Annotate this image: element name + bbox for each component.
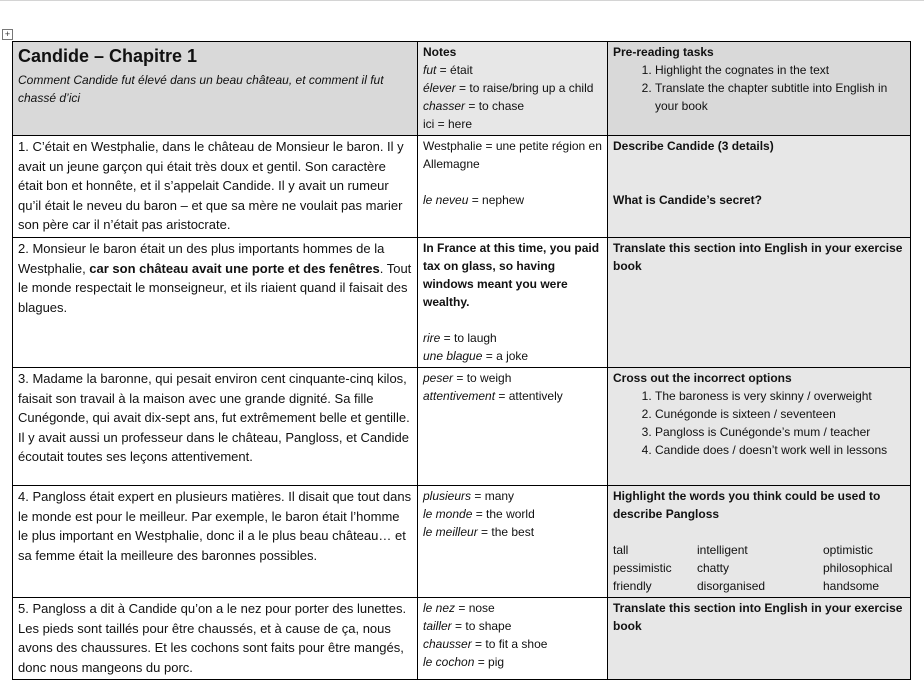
word-option: friendly (613, 578, 652, 593)
section-row-1 (13, 136, 911, 238)
note-def: = nose (455, 600, 495, 615)
note-term: une blague (423, 348, 483, 363)
french-text-cell (13, 136, 418, 238)
french-text-cell (13, 485, 418, 597)
note-term: plusieurs (423, 488, 472, 503)
french-paragraph: 3. Madame la baronne, qui pesait environ cent cinquante-cinq kilos, faisait son travail à la maison avec une grande dignité. Sa fille Cunégonde, qui avait dix-sept ans, fut extrêmement belle et gentille. Il y avait aussi un professeur dans le château, Pangloss, et Candide écoutait toutes ses leçons attentivement. (18, 370, 410, 465)
task-prompt: Cross out the incorrect options (613, 370, 792, 385)
note-term: le meilleur (423, 524, 478, 539)
note-def: = to laugh (440, 330, 497, 345)
note-def: = était (436, 63, 473, 77)
note-def: = to weigh (453, 370, 512, 385)
task-item: 1. Highlight the cognates in the text (655, 61, 905, 79)
page-top-rule (0, 0, 924, 1)
task-cell (608, 485, 911, 597)
task-item: 2. Translate the chapter subtitle into English in your book (655, 79, 905, 115)
note-cultural: In France at this time, you paid tax on glass, so having windows meant you were wealthy. (423, 240, 600, 309)
notes-cell (418, 136, 608, 238)
note-term: le monde (423, 506, 473, 521)
note-term: le neveu (423, 193, 469, 207)
task-prompt: What is Candide’s secret? (613, 193, 762, 207)
french-text-cell (13, 237, 418, 367)
word-option: chatty (697, 560, 730, 575)
note-def: = to chase (465, 99, 525, 113)
notes-cell (418, 367, 608, 485)
note-term: chasser (423, 99, 466, 113)
note-def: ici = here (423, 117, 473, 131)
table-move-handle-icon[interactable]: + (2, 29, 13, 40)
note-term: le cochon (423, 654, 475, 669)
note-text: Westphalie = une petite région en Allemagne (423, 139, 602, 171)
task-cell (608, 367, 911, 485)
word-option: tall (613, 542, 629, 557)
section-row-4 (13, 485, 911, 597)
french-paragraph: 4. Pangloss était expert en plusieurs matières. Il disait que tout dans le monde est pour le meilleur. Par exemple, le baron était l’homme le plus important en Westphalie, donc il a le plus beau château… et sa femme était la meilleure des baronnes possibles. (18, 488, 412, 563)
note-term: tailler (423, 618, 452, 633)
french-text-cell (13, 367, 418, 485)
note-term: attentivement (423, 388, 496, 403)
tasks-heading: Pre-reading tasks (613, 45, 714, 59)
french-paragraph: 5. Pangloss a dit à Candide qu’on a le nez pour porter des lunettes. Les pieds sont taillés pour être chaussés, et à cause de ça, nous avons des chaussures. Et les cochons sont faits pour être mangés, donc nous mangeons du porc. (18, 600, 407, 675)
cross-out-options-list (613, 387, 905, 459)
note-term: chausser (423, 636, 472, 651)
task-prompt: Describe Candide (3 details) (613, 139, 774, 153)
note-def: = the best (477, 524, 535, 539)
header-row (13, 42, 911, 136)
option-item: 1. The baroness is very skinny / overweight (655, 387, 905, 405)
section-row-2 (13, 237, 911, 367)
paragraph-bold-text: car son château avait une porte et des fenêtres (89, 260, 380, 276)
adjective-word-bank (613, 541, 905, 595)
word-option: optimistic (823, 542, 874, 557)
word-option: pessimistic (613, 560, 672, 575)
french-text-cell (13, 597, 418, 679)
option-item: 3. Pangloss is Cunégonde’s mum / teacher (655, 423, 905, 441)
header-notes-cell (418, 42, 608, 136)
note-term: élever (423, 81, 456, 95)
page-title: Candide – Chapitre 1 (18, 46, 198, 66)
note-term: peser (423, 370, 454, 385)
section-row-3 (13, 367, 911, 485)
paragraph-text: 2. Monsieur le baron était un des plus importants hommes de la Westphalie, (18, 240, 385, 276)
chapter-subtitle: Comment Candide fut élevé dans un beau château, et comment il fut chassé d’ici (18, 73, 384, 105)
option-item: 4. Candide does / doesn’t work well in lessons (655, 441, 905, 459)
note-def: = to raise/bring up a child (455, 81, 594, 95)
option-item: 2. Cunégonde is sixteen / seventeen (655, 405, 905, 423)
task-cell (608, 597, 911, 679)
word-option: intelligent (697, 542, 748, 557)
task-prompt: Translate this section into English in your exercise book (613, 600, 903, 633)
notes-cell (418, 597, 608, 679)
word-option: handsome (823, 578, 880, 593)
note-def: = a joke (482, 348, 529, 363)
paragraph-text: . Tout le monde respectait le monseigneur, et ils riaient quand il faisait des blagues. (18, 260, 412, 315)
note-def: = many (471, 488, 515, 503)
header-tasks-cell (608, 42, 911, 136)
note-def: = pig (474, 654, 505, 669)
section-row-5 (13, 597, 911, 679)
note-term: rire (423, 330, 441, 345)
header-title-cell (13, 42, 418, 136)
note-def: = nephew (468, 193, 525, 207)
note-term: le nez (423, 600, 456, 615)
pre-reading-task-list (613, 61, 905, 115)
note-term: fut (423, 63, 437, 77)
note-def: = to shape (451, 618, 512, 633)
notes-heading: Notes (423, 45, 457, 59)
notes-cell (418, 485, 608, 597)
task-prompt: Translate this section into English in your exercise book (613, 240, 903, 273)
task-prompt: Highlight the words you think could be used to describe Pangloss (613, 488, 881, 521)
task-cell (608, 237, 911, 367)
note-def: = the world (472, 506, 535, 521)
task-cell (608, 136, 911, 238)
french-paragraph: 1. C’était en Westphalie, dans le château de Monsieur le baron. Il y avait un jeune garçon qui était très doux et gentil. Son caractère était bon et honnête, et il s’appelait Candide. Il y avait un rumeur qu’il était le neveu du baron – et que sa mère ne voulait pas marier son père car il n’était pas aristocrate. (18, 139, 404, 233)
word-option: philosophical (823, 560, 893, 575)
worksheet-table (12, 41, 911, 680)
note-def: = attentively (495, 388, 563, 403)
french-paragraph (18, 239, 412, 317)
word-option: disorganised (697, 578, 766, 593)
notes-cell (418, 237, 608, 367)
note-def: = to fit a shoe (471, 636, 548, 651)
